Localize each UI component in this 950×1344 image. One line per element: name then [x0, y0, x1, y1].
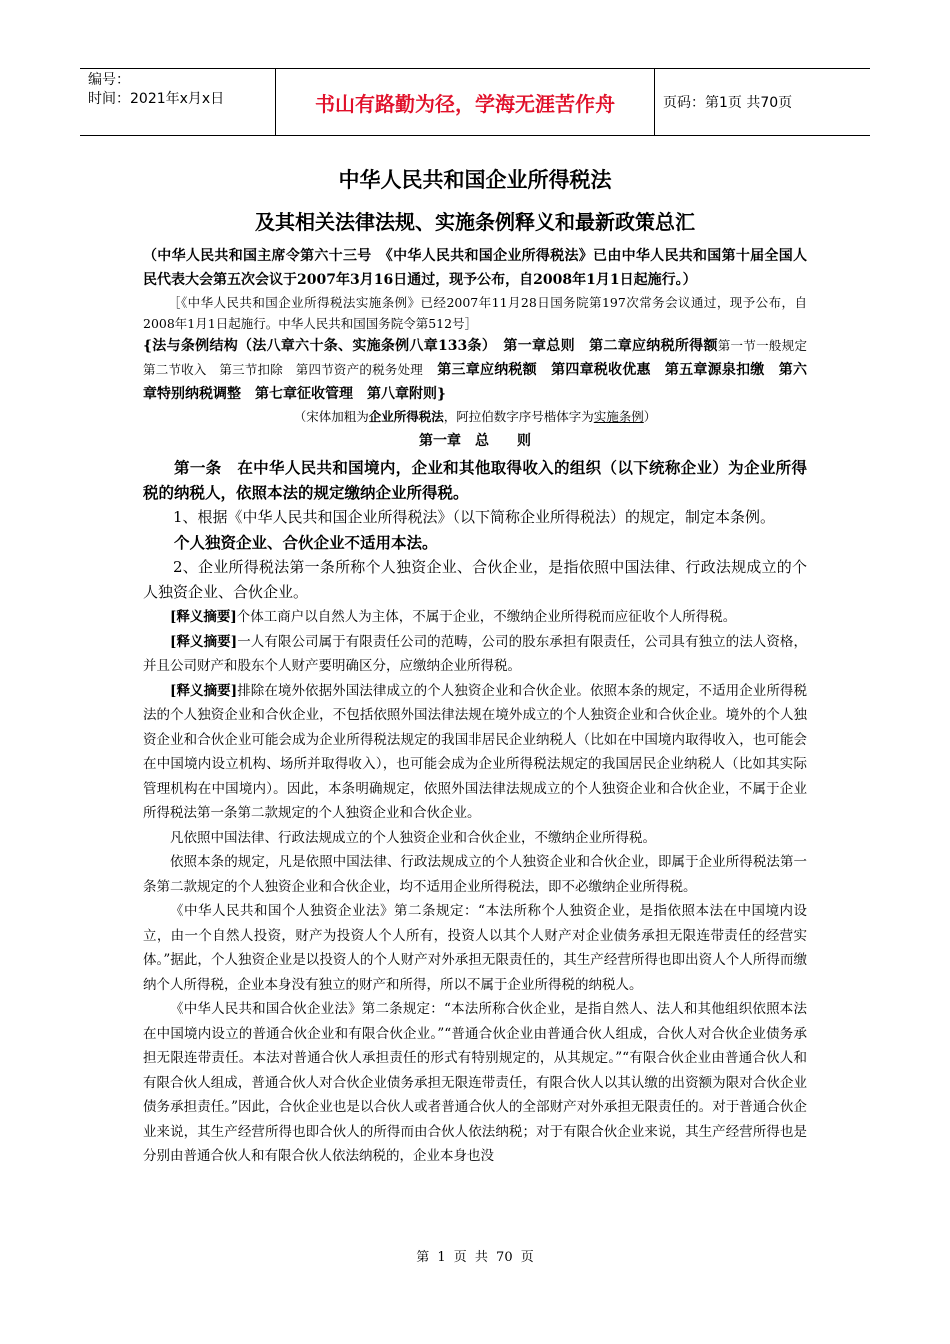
- regulation-note: ［《中华人民共和国企业所得税法实施条例》已经2007年11月28日国务院第197次常务会议通过，现予公布，自2008年1月1日起施行。中华人民共和国国务院令第512号］: [143, 295, 807, 331]
- legend-middle: ，阿拉伯数字序号楷体字为: [443, 409, 594, 424]
- header-motto: 书山有路勤为径，学海无涯苦作舟: [276, 69, 655, 135]
- page-footer: 第 1 页 共 70 页: [416, 1250, 534, 1265]
- article-1-clause-2: 个人独资企业、合伙企业不适用本法。: [174, 533, 438, 552]
- document-subtitle: 及其相关法律法规、实施条例释义和最新政策总汇: [255, 210, 695, 234]
- interpretation-label: [释义摘要]: [170, 633, 238, 650]
- interpretation-1-text: 个体工商户以自然人为主体，不属于企业，不缴纳企业所得税而应征收个人所得税。: [236, 609, 737, 625]
- intro-paragraph: （中华人民共和国主席令第六十三号 《中华人民共和国企业所得税法》已由中华人民共和国第十届全国人民代表大会第五次会议于2007年3月16日通过，现予公布，自2008年1月1日起施行。）: [143, 248, 807, 288]
- page-header: [80, 68, 870, 136]
- rule-1: 1、根据《中华人民共和国企业所得税法》（以下简称企业所得税法）的规定，制定本条例。: [173, 508, 776, 526]
- header-page-label: 页码：第1页 共70页: [663, 95, 793, 111]
- legend-law: 企业所得税法: [368, 409, 444, 424]
- chapter-heading: 第一章 总 则: [419, 433, 531, 449]
- interpretation-3-text: 排除在境外依据外国法律成立的个人独资企业和合伙企业。依照本条的规定，不适用企业所得税法的个人独资企业和合伙企业，不包括依照外国法律法规在境外成立的个人独资企业和合伙企业。境外的个人独资企业和合伙企业可能会成为企业所得税法规定的我国非居民企业纳税人（比如在中国境内取得收入，也可能会在中国境内设立机构、场所并取得收入），也可能会成为企业所得税法规定的我国居民企业纳税人（比如其实际管理机构在中国境内）。因此，本条明确规定，依照外国法律法规成立的个人独资企业和合伙企业，不属于企业所得税法第一条第二款规定的个人独资企业和合伙企业。: [143, 682, 808, 821]
- structure-part3: 第三章应纳税额 第四章税收优惠 第五章源泉扣缴 第六章特别纳税调整 第七章征收管理 第八章附则}: [143, 362, 807, 402]
- body-paragraph-1: 凡依照中国法律、行政法规成立的个人独资企业和合伙企业，不缴纳企业所得税。: [170, 829, 656, 846]
- interpretation-label: [释义摘要]: [170, 609, 237, 625]
- interpretation-3: [143, 679, 807, 826]
- legend-suffix: ）: [643, 409, 657, 424]
- number-label: 编号：: [88, 72, 130, 88]
- legend-rule: 实施条例: [593, 409, 644, 424]
- body-paragraph-3: 《中华人民共和国个人独资企业法》第二条规定：“本法所称个人独资企业，是指依照本法在中国境内设立，由一个自然人投资，财产为投资人个人所有，投资人以其个人财产对企业债务承担无限连带责任的经营实体。”据此，个人独资企业是以投资人的个人财产对外承担无限责任的，其生产经营所得也即出资人个人所得而缴纳个人所得税，企业本身没有独立的财产和所得，所以不属于企业所得税的纳税人。: [143, 903, 807, 993]
- interpretation-2: [143, 630, 807, 679]
- document-title: 中华人民共和国企业所得税法: [338, 168, 612, 192]
- interpretation-label: [释义摘要]: [170, 682, 238, 699]
- legend-prefix: （宋体加粗为: [293, 409, 369, 424]
- date-label: 时间：2021年x月x日: [88, 91, 225, 107]
- header-meta: [80, 69, 276, 135]
- structure-part1: {法与条例结构（法八章六十条、实施条例八章133条） 第一章总则 第二章应纳税所得额: [143, 338, 718, 354]
- body-paragraph-4: 《中华人民共和国合伙企业法》第二条规定：“本法所称合伙企业，是指自然人、法人和其他组织依照本法在中国境内设立的普通合伙企业和有限合伙企业。”“普通合伙企业由普通合伙人组成，合伙人对合伙企业债务承担无限连带责任。本法对普通合伙人承担责任的形式有特别规定的，从其规定。”“有限合伙企业由普通合伙人和有限合伙人组成，普通合伙人对合伙企业债务承担无限连带责任，有限合伙人以其认缴的出资额为限对合伙企业债务承担责任。”因此，合伙企业也是以合伙人或者普通合伙人的全部财产对外承担无限责任的。对于普通合伙企业来说，其生产经营所得也即合伙人的所得而由合伙人依法纳税；对于有限合伙企业来说，其生产经营所得也是分别由普通合伙人和有限合伙人依法纳税的，企业本身也没: [143, 1001, 807, 1164]
- rule-2: 2、企业所得税法第一条所称个人独资企业、合伙企业，是指依照中国法律、行政法规成立的个人独资企业、合伙企业。: [143, 558, 807, 601]
- document-body: [143, 166, 820, 1169]
- interpretation-2-text: 一人有限公司属于有限责任公司的范畴，公司的股东承担有限责任，公司具有独立的法人资格，并且公司财产和股东个人财产要明确区分，应缴纳企业所得税。: [143, 633, 808, 674]
- interpretation-1: [143, 605, 807, 630]
- legend-paragraph: [143, 406, 807, 427]
- structure-paragraph: [143, 334, 820, 406]
- article-1: 第一条 在中华人民共和国境内，企业和其他取得收入的组织（以下统称企业）为企业所得税的纳税人，依照本法的规定缴纳企业所得税。: [143, 458, 807, 502]
- structure-part2: 第一节一般规定 第二节收入 第三节扣除 第四节资产的税务处理: [143, 338, 820, 377]
- body-paragraph-2: 依照本条的规定，凡是依照中国法律、行政法规成立的个人独资企业和合伙企业，即属于企业所得税法第一条第二款规定的个人独资企业和合伙企业，均不适用企业所得税法，即不必缴纳企业所得税。: [143, 854, 807, 895]
